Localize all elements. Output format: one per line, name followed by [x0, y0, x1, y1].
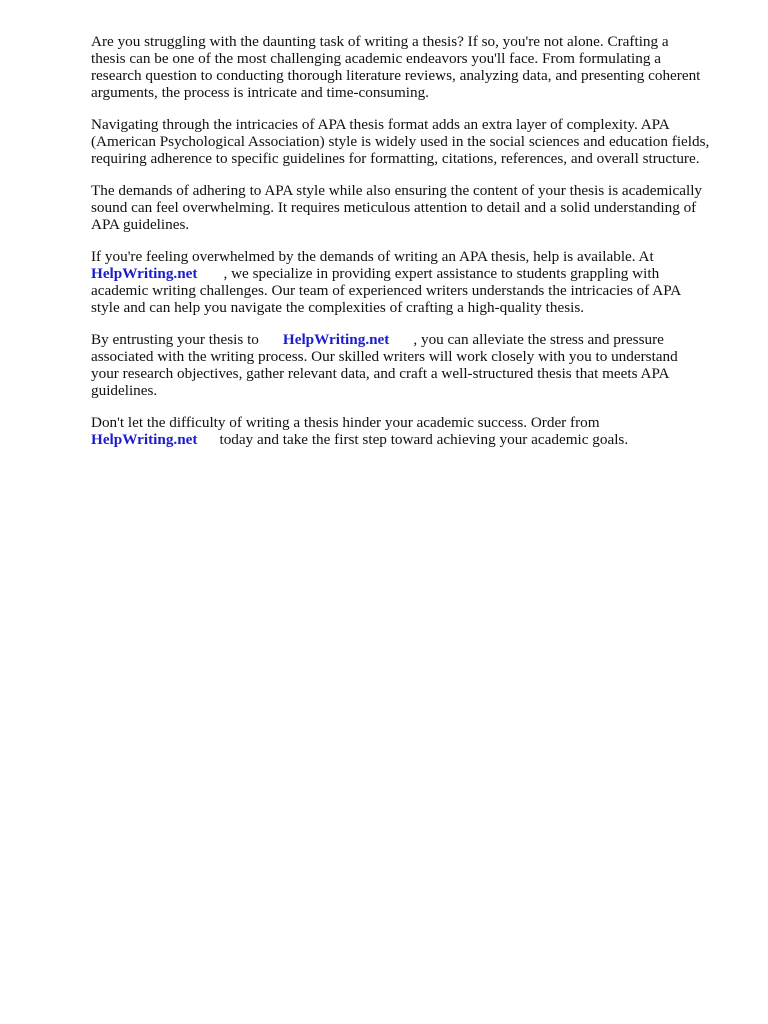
text-line: style and can help you navigate the complexities of crafting a high-quality thesis.	[91, 299, 585, 316]
text-line: associated with the writing process. Our skilled writers will work closely with you to understand	[91, 348, 678, 365]
paragraph-order-cta	[91, 414, 731, 448]
helpwriting-link[interactable]: HelpWriting.net	[282, 331, 390, 348]
paragraph-help-available	[91, 248, 731, 316]
text-line: (American Psychological Association) style is widely used in the social sciences and education fields,	[91, 133, 710, 150]
text-line: If you're feeling overwhelmed by the demands of writing an APA thesis, help is available. At	[91, 248, 654, 265]
text-line: Navigating through the intricacies of APA thesis format adds an extra layer of complexity. APA	[91, 116, 670, 133]
text-line: APA guidelines.	[91, 216, 190, 233]
document-page	[91, 33, 731, 463]
text-line: arguments, the process is intricate and time-consuming.	[91, 84, 429, 101]
text-line: Are you struggling with the daunting task of writing a thesis? If so, you're not alone. Crafting a	[91, 33, 669, 50]
text-line	[91, 265, 731, 282]
paragraph-intro	[91, 33, 731, 101]
helpwriting-link[interactable]: HelpWriting.net	[91, 265, 198, 282]
text-fragment: , we specialize in providing expert assistance to students grappling with	[223, 265, 660, 282]
paragraph-entrusting	[91, 331, 731, 399]
text-line: guidelines.	[91, 382, 158, 399]
helpwriting-link[interactable]: HelpWriting.net	[91, 431, 198, 448]
text-line: academic writing challenges. Our team of experienced writers understands the intricacies of APA	[91, 282, 682, 299]
text-line: research question to conducting thorough literature reviews, analyzing data, and presenting coherent	[91, 67, 701, 84]
text-line: Don't let the difficulty of writing a thesis hinder your academic success. Order from	[91, 414, 600, 431]
text-fragment: , you can alleviate the stress and pressure	[413, 331, 664, 348]
text-line: thesis can be one of the most challenging academic endeavors you'll face. From formulating a	[91, 50, 661, 67]
text-line: sound can feel overwhelming. It requires meticulous attention to detail and a solid understanding of	[91, 199, 697, 216]
paragraph-apa-format	[91, 116, 731, 167]
text-line	[91, 431, 731, 448]
text-line: requiring adherence to specific guidelines for formatting, citations, references, and overall structure.	[91, 150, 700, 167]
paragraph-demands	[91, 182, 731, 233]
text-line: The demands of adhering to APA style while also ensuring the content of your thesis is academically	[91, 182, 703, 199]
text-line	[91, 331, 731, 348]
text-fragment: today and take the first step toward achieving your academic goals.	[219, 431, 629, 448]
text-fragment: By entrusting your thesis to	[91, 331, 259, 348]
text-line: your research objectives, gather relevant data, and craft a well-structured thesis that meets APA	[91, 365, 670, 382]
